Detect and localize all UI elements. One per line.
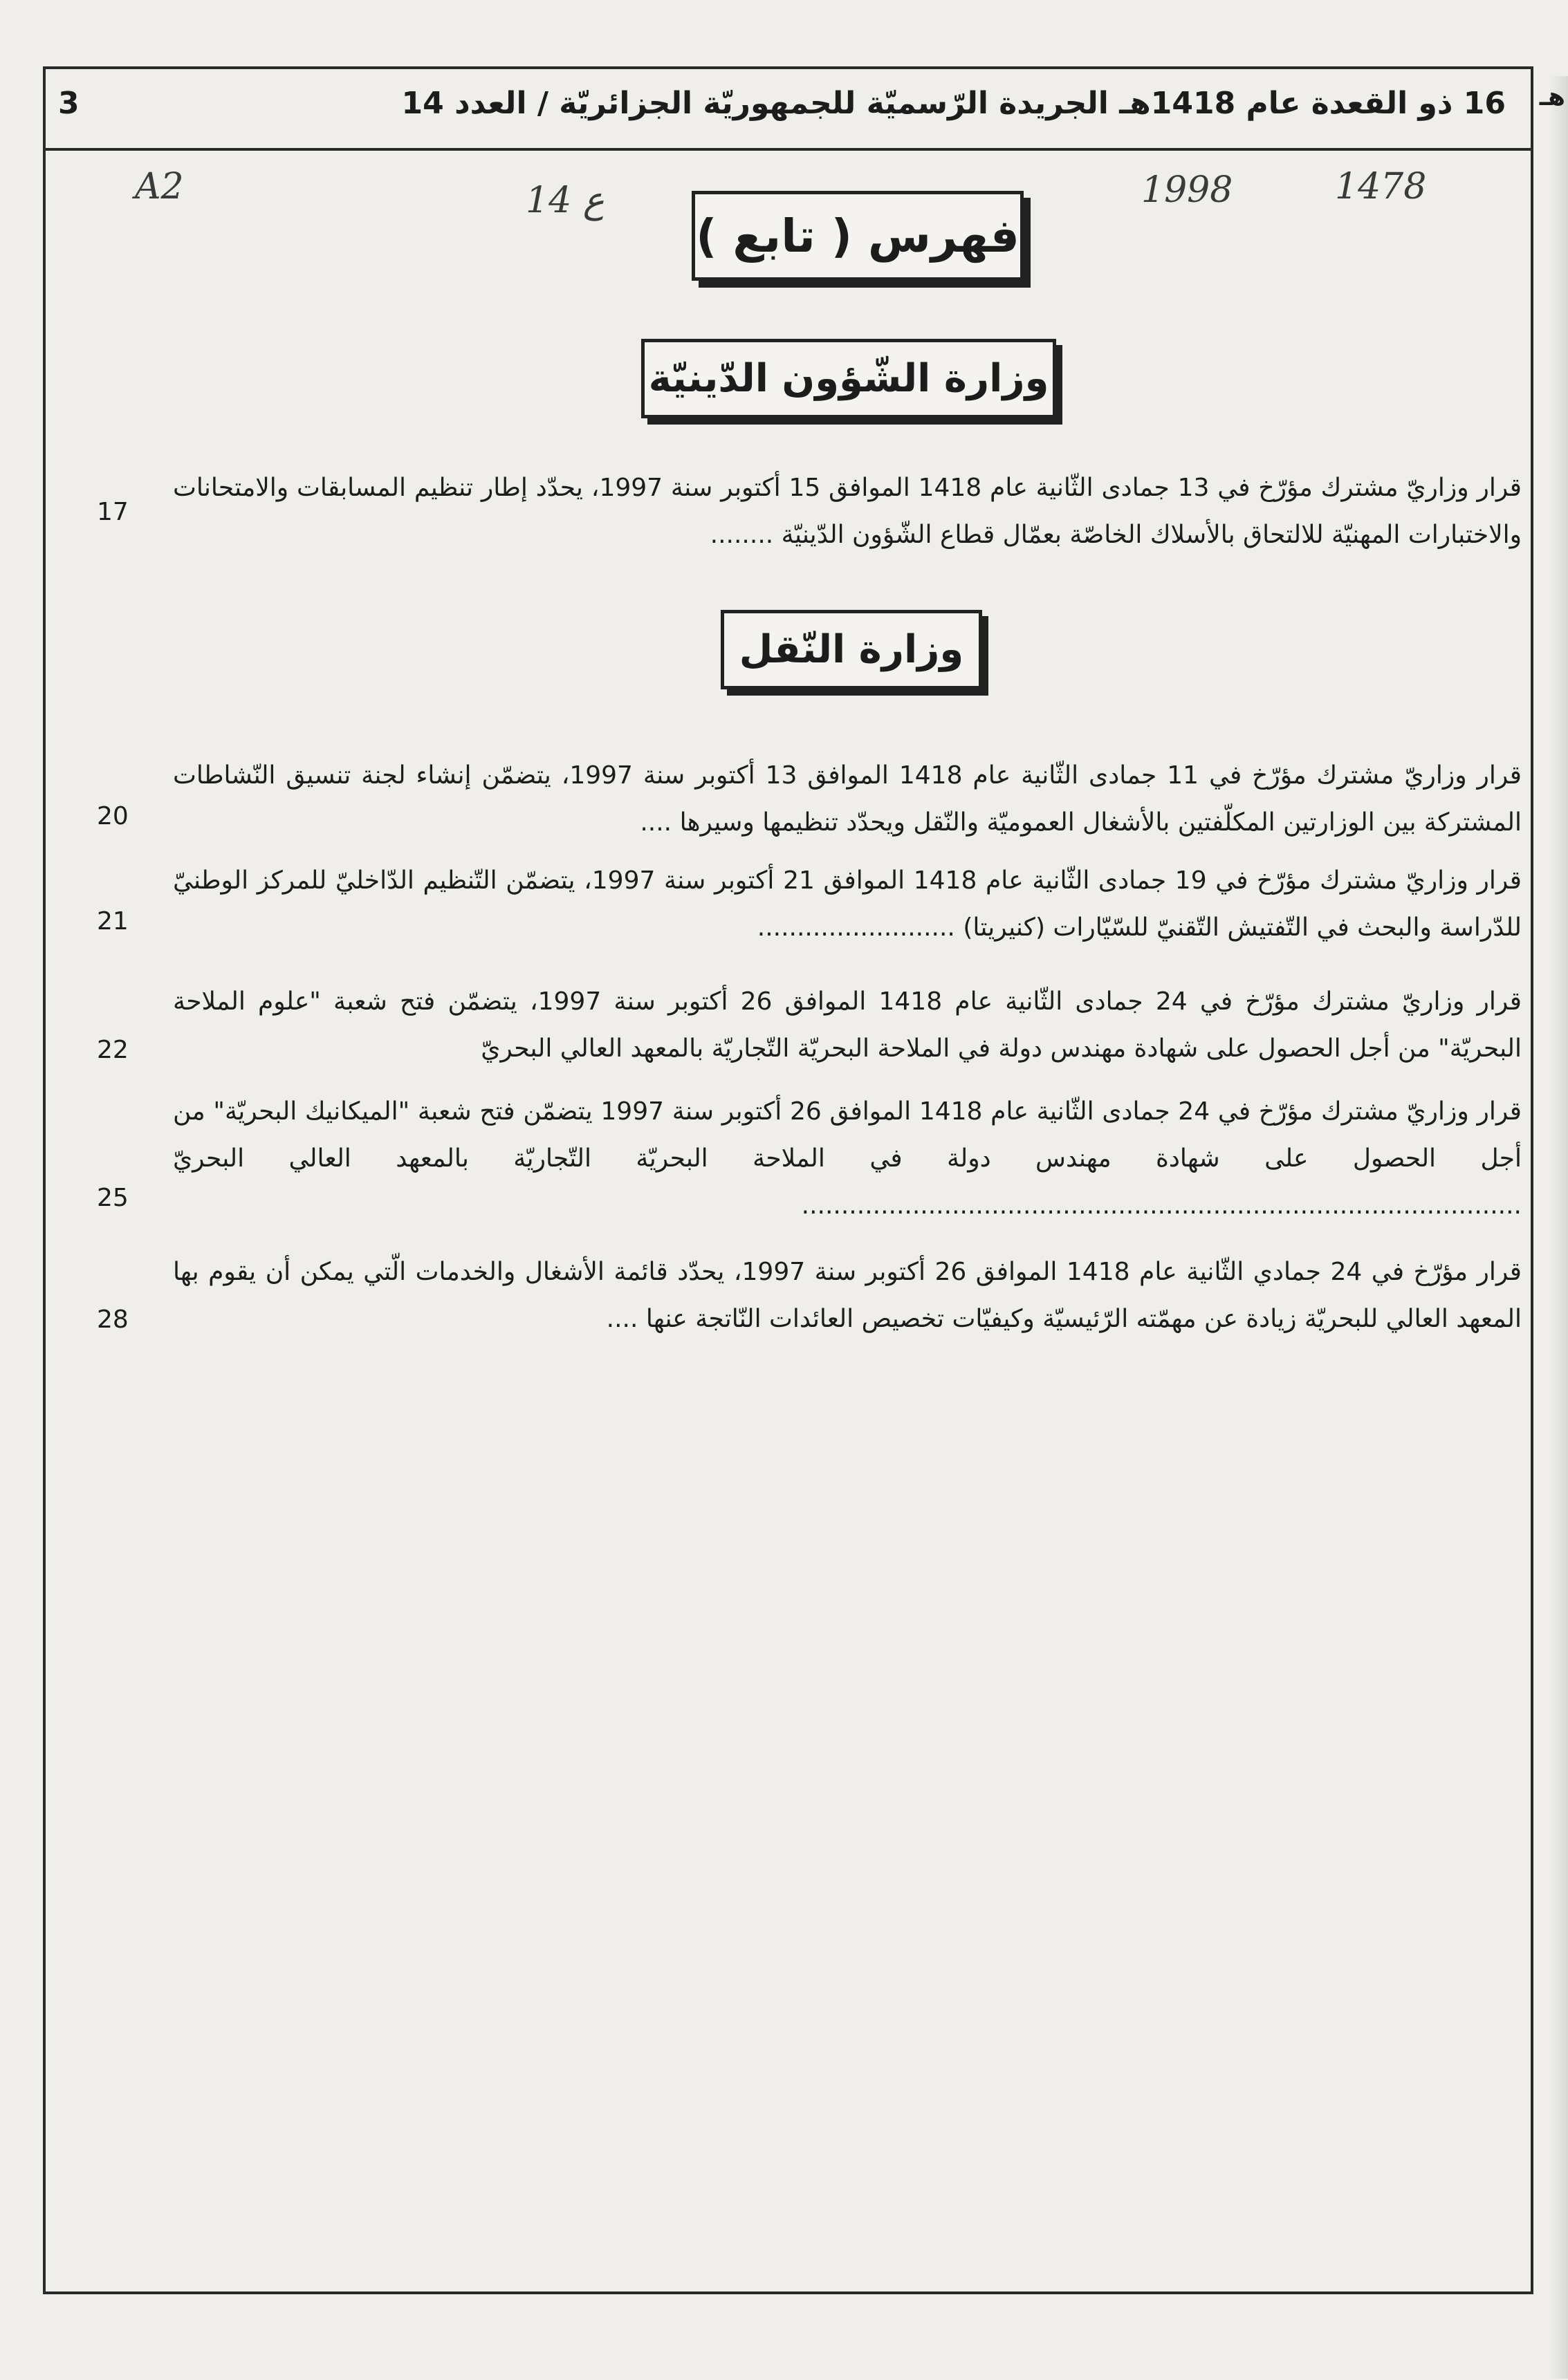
section-title-religious-affairs: وزارة الشّؤون الدّينيّة [641,339,1056,418]
index-entry [173,978,1522,1072]
header-page-number: 3 [58,86,80,121]
entry-text: قرار وزاريّ مشترك مؤرّخ في 24 جمادى الثّانية عام 1418 الموافق 26 أكتوبر سنة 1997 يتضمّن فتح شعبة "الميكانيك البحريّة" من أجل الحصول على شهادة مهندس دولة في الملاحة البحريّة التّجاريّة بالمعهد العالي البحريّ [173,1097,1522,1173]
entry-text: قرار وزاريّ مشترك مؤرّخ في 11 جمادى الثّانية عام 1418 الموافق 13 أكتوبر سنة 1997، يتضمّن إنشاء لجنة تنسيق النّشاطات المشتركة بين الوزارتين المكلّفتين بالأشغال العموميّة والنّقل ويحدّد تنظيمها وسيرها [173,761,1522,837]
index-entry [173,1088,1522,1229]
handwritten-note-right: 1478 [1335,166,1427,207]
entry-leader-dots: ........................................................................................... [801,1191,1522,1220]
handwritten-note-left: A2 [135,166,184,207]
handwritten-note-mid: 14 ع [526,180,605,221]
handwritten-note-year: 1998 [1141,169,1233,211]
entry-page-number: 20 [97,802,129,830]
index-entry [173,752,1522,846]
entry-page-number: 17 [97,498,129,526]
index-title: فهرس ( تابع ) [692,191,1024,281]
entry-leader-dots: ......................... [757,913,955,942]
page-header [43,66,1533,151]
edge-mark-text: هـ [1539,83,1565,111]
entry-text: قرار وزاريّ مشترك مؤرّخ في 19 جمادى الثّانية عام 1418 الموافق 21 أكتوبر سنة 1997، يتضمّن التّنظيم الدّاخليّ للمركز الوطنيّ للدّراسة والبحث في التّفتيش التّقنيّ للسّيّارات (كنيريتا) [173,866,1522,942]
entry-leader-dots: .... [606,1305,638,1333]
index-entry [173,1249,1522,1343]
entry-page-number: 28 [97,1305,129,1334]
header-title: 16 ذو القعدة عام 1418هـ الجريدة الرّسميّة للجمهوريّة الجزائريّة / العدد 14 [401,86,1506,121]
entry-text: قرار مؤرّخ في 24 جمادي الثّانية عام 1418 الموافق 26 أكتوبر سنة 1997، يحدّد قائمة الأشغال والخدمات الّتي يمكن أن يقوم بها المعهد العالي للبحريّة زيادة عن مهمّته الرّئيسيّة وكيفيّات تخصيص العائدات النّاتجة عنها [173,1258,1522,1333]
entry-page-number: 22 [97,1036,129,1064]
page-edge [1539,76,1568,2379]
entry-text: قرار وزاريّ مشترك مؤرّخ في 13 جمادى الثّانية عام 1418 الموافق 15 أكتوبر سنة 1997، يحدّد إطار تنظيم المسابقات والامتحانات والاختبارات المهنيّة للالتحاق بالأسلاك الخاصّة بعمّال قطاع الشّؤون الدّينيّة [173,474,1522,549]
index-entry [173,465,1522,559]
entry-leader-dots: ........ [710,521,774,549]
section-title-transport: وزارة النّقل [721,610,982,689]
index-entry [173,857,1522,951]
entry-leader-dots: .... [640,808,672,837]
entry-page-number: 25 [97,1184,129,1212]
entry-page-number: 21 [97,907,129,936]
entry-text: قرار وزاريّ مشترك مؤرّخ في 24 جمادى الثّانية عام 1418 الموافق 26 أكتوبر سنة 1997، يتضمّن فتح شعبة "علوم الملاحة البحريّة" من أجل الحصول على شهادة مهندس دولة في الملاحة البحريّة التّجاريّة بالمعهد العالي البحريّ [173,987,1522,1063]
